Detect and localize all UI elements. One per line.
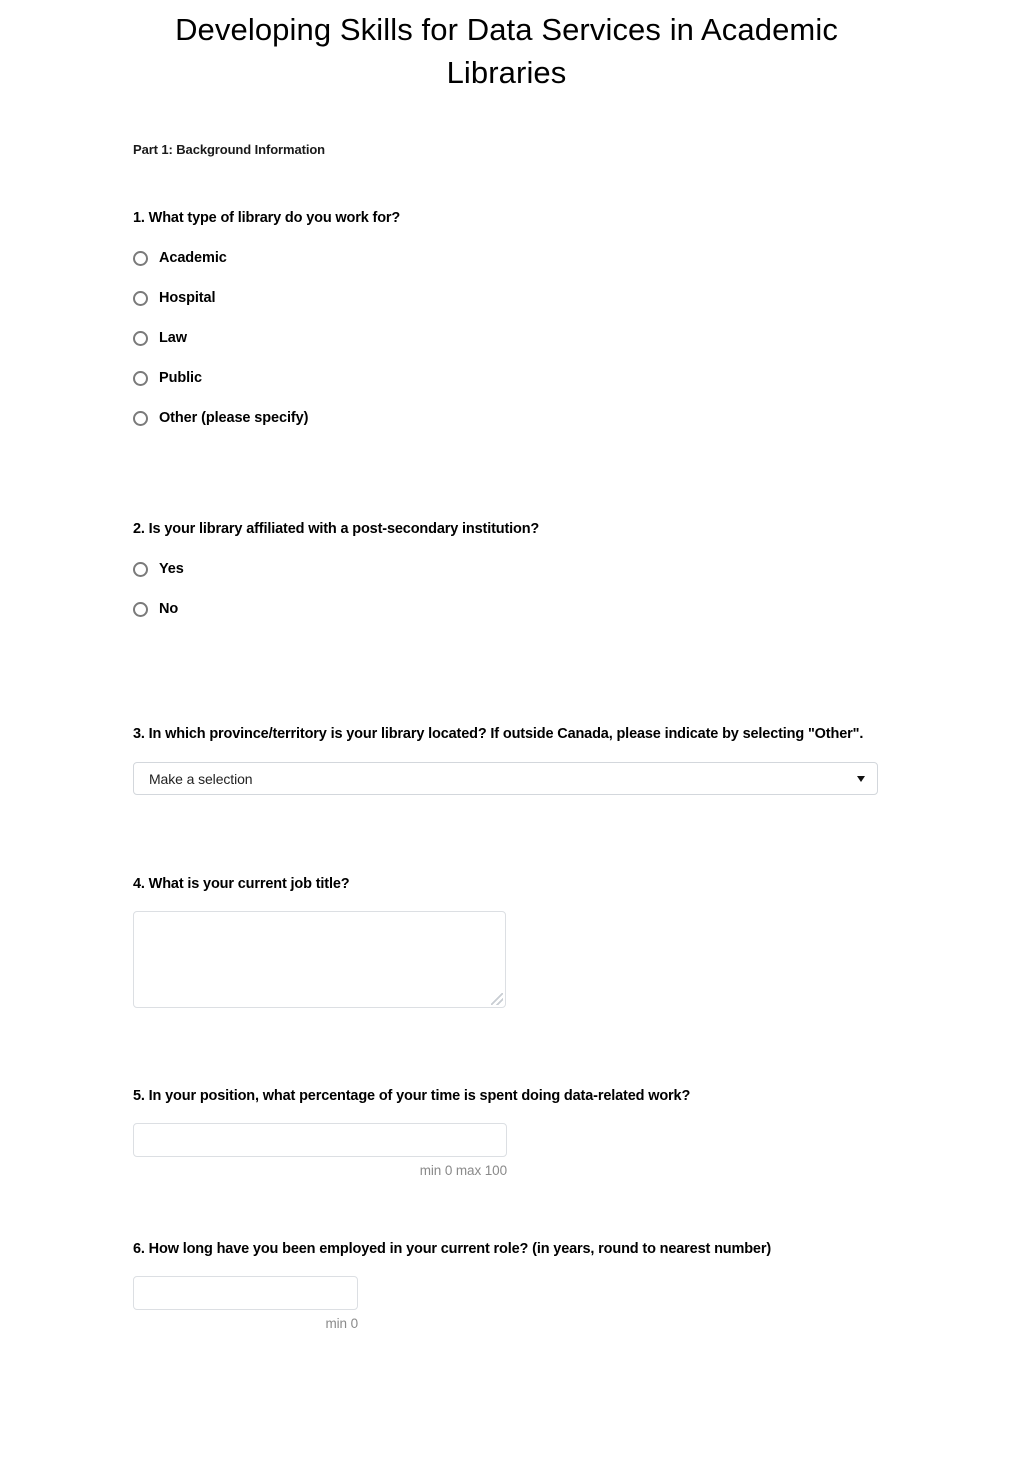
question-label-2: 2. Is your library affiliated with a post-secondary institution? [133,521,540,537]
section-header: Part 1: Background Information [133,142,326,157]
question-block-4 [133,871,879,1008]
radio-option-academic[interactable] [133,238,879,278]
survey-content [133,142,879,1331]
radio-button-icon[interactable] [133,291,148,306]
resize-handle-icon[interactable] [491,993,503,1005]
radio-option-other[interactable] [133,398,879,438]
province-select[interactable] [133,762,878,795]
radio-group-1 [133,238,879,438]
chevron-down-icon [857,776,865,782]
select-selected-value: Make a selection [149,770,253,787]
data-work-percentage-input[interactable] [133,1123,507,1157]
radio-option-label: Hospital [159,290,216,306]
question-label-4: 4. What is your current job title? [133,876,350,892]
question-label-5: 5. In your position, what percentage of your time is spent doing data-related work? [133,1088,691,1104]
question-block-3 [133,721,879,795]
radio-button-icon[interactable] [133,602,148,617]
question-label-1: 1. What type of library do you work for? [133,210,401,226]
input-hint-5: min 0 max 100 [419,1163,507,1178]
radio-option-label: Law [159,330,187,346]
radio-button-icon[interactable] [133,562,148,577]
radio-option-no[interactable] [133,589,879,629]
radio-group-2 [133,549,879,629]
radio-option-yes[interactable] [133,549,879,589]
radio-button-icon[interactable] [133,331,148,346]
radio-option-label: Academic [159,250,227,266]
page-title: Developing Skills for Data Services in Academic Libraries [175,12,838,90]
radio-option-label: Other (please specify) [159,410,309,426]
years-employed-input[interactable] [133,1276,358,1310]
radio-option-law[interactable] [133,318,879,358]
question-label-3: 3. In which province/territory is your library located? If outside Canada, please indicate by selecting "Other". [133,726,864,742]
survey-page [0,8,1013,1331]
radio-option-label: Yes [159,561,184,577]
question-block-6 [133,1236,879,1331]
question-block-2 [133,516,879,629]
radio-button-icon[interactable] [133,371,148,386]
question-block-1 [133,205,879,438]
radio-option-public[interactable] [133,358,879,398]
job-title-textarea[interactable] [133,911,506,1008]
radio-button-icon[interactable] [133,251,148,266]
radio-option-hospital[interactable] [133,278,879,318]
input-hint-6: min 0 [325,1316,358,1331]
question-block-5 [133,1083,879,1178]
question-label-6: 6. How long have you been employed in your current role? (in years, round to nearest number) [133,1241,772,1257]
radio-option-label: No [159,601,179,617]
radio-button-icon[interactable] [133,411,148,426]
radio-option-label: Public [159,370,202,386]
